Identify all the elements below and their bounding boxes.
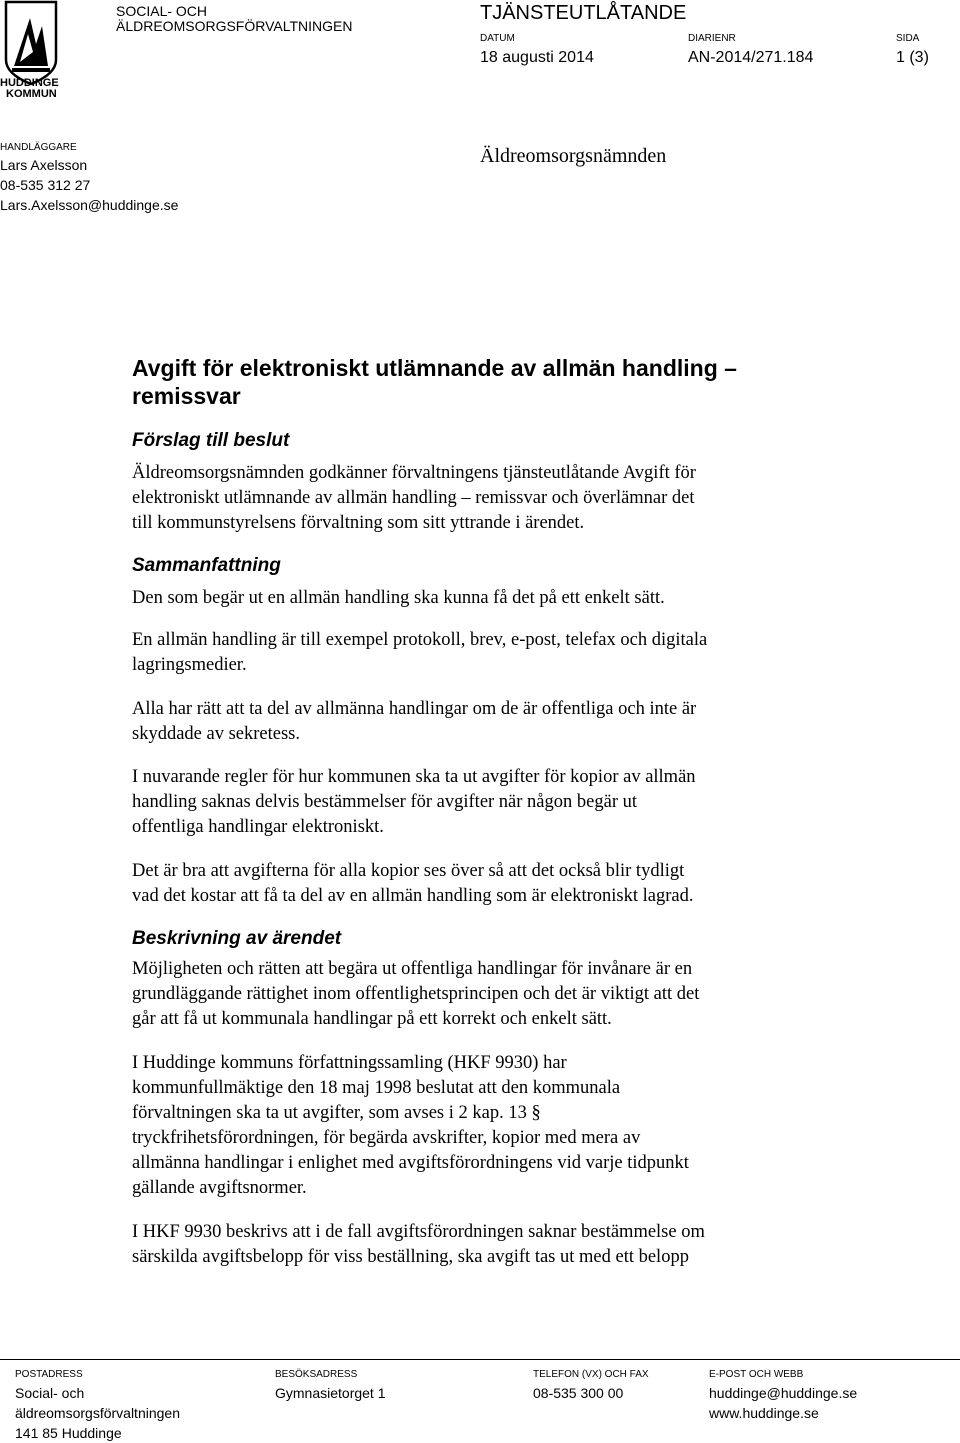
- footer-email[interactable]: huddinge@huddinge.se: [709, 1385, 858, 1401]
- text-line: En allmän handling är till exempel protokoll, brev, e-post, telefax och digitala: [132, 630, 708, 650]
- text-line: I HKF 9930 beskrivs att i de fall avgiftsförordningen saknar bestämmelse om: [132, 1222, 705, 1242]
- postal-address-label: POSTADRESS: [15, 1369, 83, 1380]
- text-line: I nuvarande regler för hur kommunen ska ta ut avgifter för kopior av allmän: [132, 767, 696, 787]
- reference-number-label: DIARIENR: [688, 33, 736, 44]
- text-line: kommunfullmäktige den 18 maj 1998 beslutat att den kommunala: [132, 1078, 621, 1098]
- phone-number: 08-535 300 00: [533, 1385, 624, 1401]
- text-line: I Huddinge kommuns författningssamling (HKF 9930) har: [132, 1053, 567, 1073]
- text-line: offentliga handlingar elektroniskt.: [132, 817, 384, 837]
- text-line: skyddade av sekretess.: [132, 724, 300, 744]
- address-line: äldreomsorgsförvaltningen: [15, 1405, 180, 1421]
- summary-paragraph-2: [132, 628, 832, 678]
- case-officer-email[interactable]: Lars.Axelsson@huddinge.se: [0, 197, 179, 213]
- section-heading-proposal: Förslag till beslut: [132, 430, 290, 451]
- page-number: 1 (3): [896, 49, 929, 66]
- phone-fax-label: TELEFON (VX) OCH FAX: [533, 1369, 649, 1380]
- text-line: gällande avgiftsnormer.: [132, 1178, 307, 1198]
- text-line: Den som begär ut en allmän handling ska kunna få det på ett enkelt sätt.: [132, 588, 665, 608]
- recipient: Äldreomsorgsnämnden: [480, 145, 667, 167]
- document-type: TJÄNSTEUTLÅTANDE: [480, 2, 687, 24]
- text-line: Det är bra att avgifterna för alla kopior ses över så att det också blir tydligt: [132, 861, 685, 881]
- text-line: lagringsmedier.: [132, 655, 247, 675]
- logo-text-line2: KOMMUN: [6, 88, 57, 100]
- proposal-paragraph: [132, 461, 832, 536]
- summary-paragraph-1: [132, 586, 832, 611]
- summary-paragraph-4: [132, 765, 832, 840]
- text-line: elektroniskt utlämnande av allmän handling – remissvar och överlämnar det: [132, 488, 695, 508]
- text-line: vad det kostar att få ta del av en allmän handling som är elektroniskt lagrad.: [132, 886, 694, 906]
- org-name-line2: ÄLDREOMSORGSFÖRVALTNINGEN: [116, 18, 353, 34]
- text-line: tryckfrihetsförordningen, för begärda avskrifter, kopior med mera av: [132, 1128, 641, 1148]
- huddinge-logo: [0, 0, 64, 104]
- text-line: Äldreomsorgsnämnden godkänner förvaltningens tjänsteutlåtande Avgift för: [132, 463, 696, 483]
- logo-text-line1: HUDDINGE: [0, 77, 59, 89]
- page-label: SIDA: [896, 33, 920, 44]
- reference-number-value: AN-2014/271.184: [688, 49, 814, 66]
- text-line: går att få ut kommunala handlingar på ett korrekt och enkelt sätt.: [132, 1009, 612, 1029]
- postal-address: [15, 1383, 180, 1443]
- title-line: remissvar: [132, 383, 241, 409]
- case-officer-phone: 08-535 312 27: [0, 177, 91, 193]
- description-paragraph-2: [132, 1051, 832, 1201]
- text-line: grundläggande rättighet inom offentlighetsprincipen och det är viktigt att det: [132, 984, 700, 1004]
- date-label: DATUM: [480, 33, 515, 44]
- text-line: till kommunstyrelsens förvaltning som sitt yttrande i ärendet.: [132, 513, 585, 533]
- text-line: Alla har rätt att ta del av allmänna handlingar om de är offentliga och inte är: [132, 699, 697, 719]
- document-title: [132, 354, 852, 410]
- summary-paragraph-3: [132, 697, 832, 747]
- case-officer-name: Lars Axelsson: [0, 157, 88, 173]
- summary-paragraph-5: [132, 859, 832, 909]
- visiting-address-label: BESÖKSADRESS: [275, 1369, 358, 1380]
- date-value: 18 augusti 2014: [480, 49, 594, 66]
- visiting-address: Gymnasietorget 1: [275, 1385, 386, 1401]
- text-line: handling saknas delvis bestämmelser för avgifter när någon begär ut: [132, 792, 637, 812]
- footer-divider: [0, 1359, 960, 1360]
- text-line: särskilda avgiftsbelopp för viss beställning, ska avgift tas ut med ett belopp: [132, 1247, 689, 1267]
- text-line: Möjligheten och rätten att begära ut offentliga handlingar för invånare är en: [132, 959, 693, 979]
- text-line: förvaltningen ska ta ut avgifter, som avses i 2 kap. 13 §: [132, 1103, 541, 1123]
- address-line: 141 85 Huddinge: [15, 1425, 122, 1441]
- footer-website[interactable]: www.huddinge.se: [709, 1405, 819, 1421]
- description-paragraph-3: [132, 1220, 832, 1270]
- email-web-label: E-POST OCH WEBB: [709, 1369, 804, 1380]
- section-heading-summary: Sammanfattning: [132, 555, 281, 576]
- case-officer-label: HANDLÄGGARE: [0, 142, 77, 153]
- text-line: allmänna handlingar i enlighet med avgiftsförordningens vid varje tidpunkt: [132, 1153, 689, 1173]
- address-line: Social- och: [15, 1385, 85, 1401]
- description-paragraph-1: [132, 957, 832, 1032]
- section-heading-description: Beskrivning av ärendet: [132, 928, 342, 949]
- org-name-line1: SOCIAL- OCH: [116, 3, 208, 19]
- title-line: Avgift för elektroniskt utlämnande av allmän handling –: [132, 355, 737, 381]
